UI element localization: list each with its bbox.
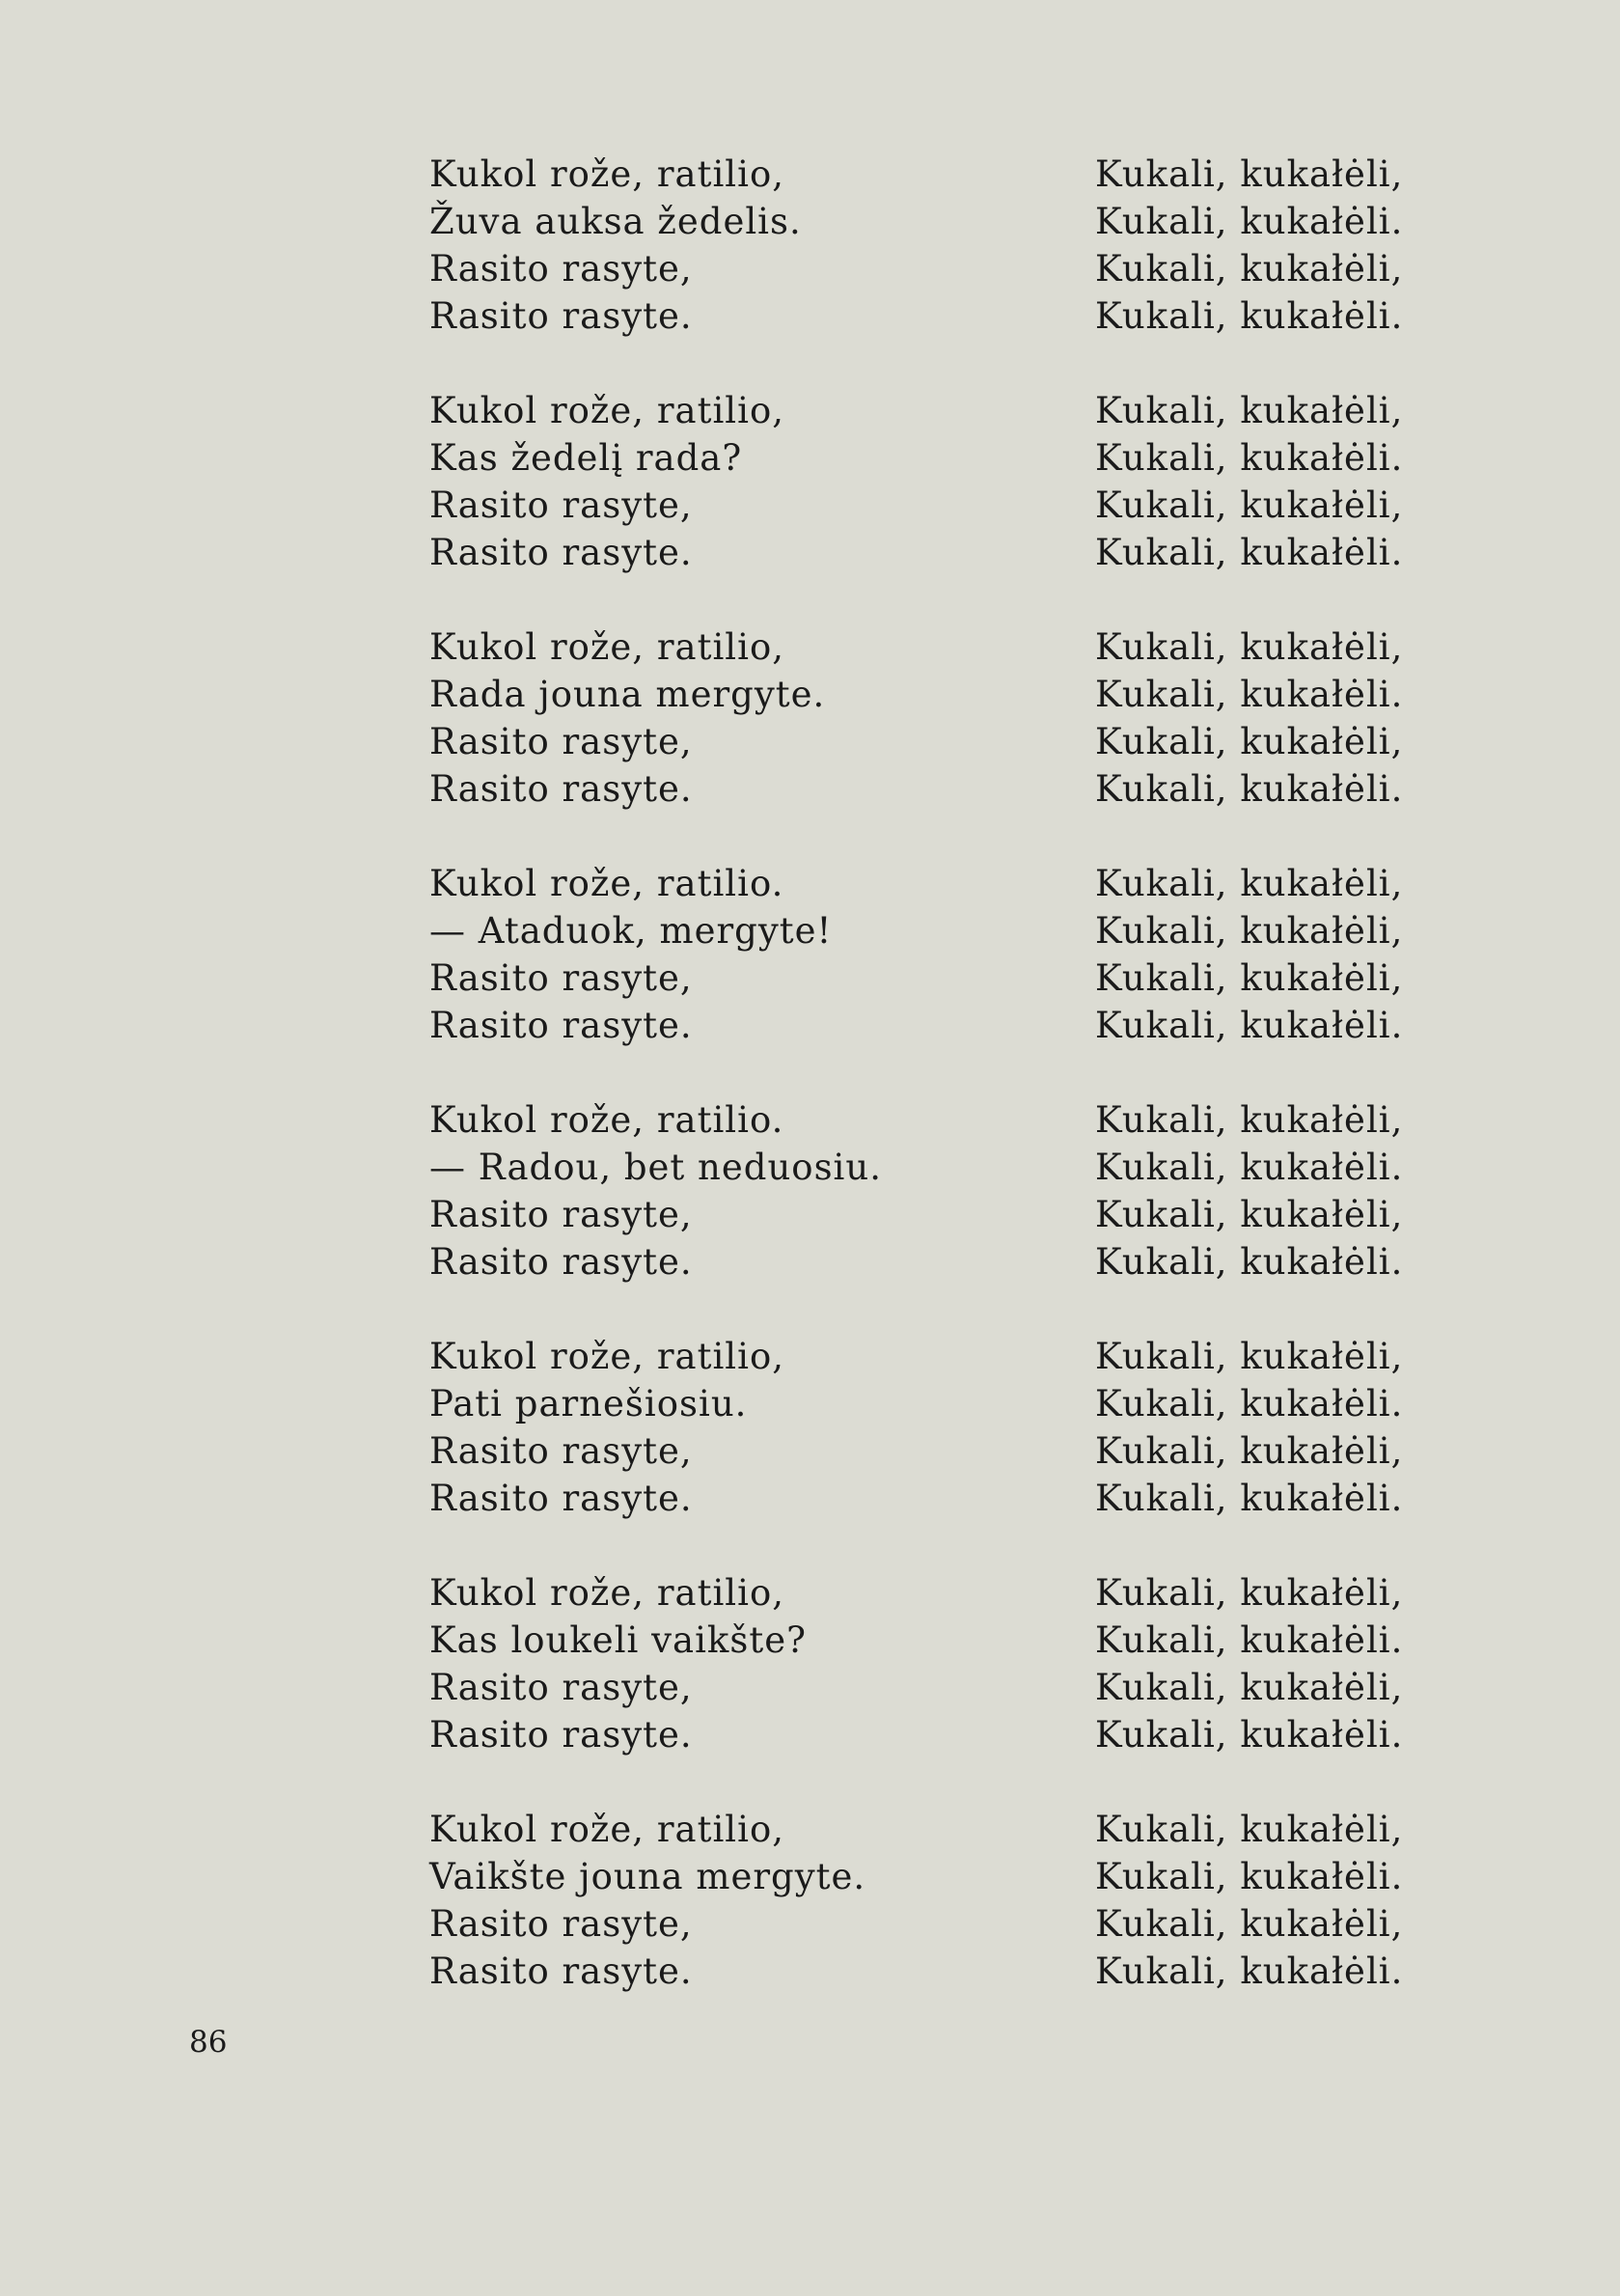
verse-line — [429, 482, 1433, 529]
refrain-text: Kukali, kukałėli. — [1095, 674, 1404, 715]
stanza-6 — [429, 1333, 1433, 1569]
refrain-text: Kukali, kukałėli. — [1095, 1478, 1404, 1519]
page-number: 86 — [189, 2025, 228, 2060]
verse-line — [429, 765, 1433, 813]
verse-text: Kukol rože, ratilio. — [429, 1099, 784, 1141]
verse-text: Rasito rasyte. — [429, 1005, 693, 1046]
verse-text: Kukol rože, ratilio, — [429, 1572, 784, 1614]
verse-text: Rasito rasyte. — [429, 1950, 693, 1992]
refrain-text: Kukali, kukałėli. — [1095, 295, 1404, 337]
verse-line — [429, 1380, 1433, 1427]
stanza-7 — [429, 1569, 1433, 1806]
verse-line — [429, 1806, 1433, 1853]
verse-text: Rasito rasyte, — [429, 1667, 693, 1708]
verse-text: Rasito rasyte, — [429, 1194, 693, 1235]
verse-line — [429, 387, 1433, 434]
refrain-text: Kukali, kukałėli. — [1095, 768, 1404, 810]
verse-line — [429, 198, 1433, 245]
refrain-text: Kukali, kukałėli, — [1095, 1903, 1404, 1945]
verse-line — [429, 1948, 1433, 1995]
verse-line — [429, 1617, 1433, 1664]
refrain-text: Kukali, kukałėli, — [1095, 1667, 1404, 1708]
verse-line — [429, 434, 1433, 482]
verse-line — [429, 245, 1433, 292]
refrain-text: Kukali, kukałėli. — [1095, 1147, 1404, 1188]
verse-line — [429, 907, 1433, 954]
refrain-text: Kukali, kukałėli. — [1095, 532, 1404, 573]
verse-text: Rasito rasyte. — [429, 768, 693, 810]
refrain-text: Kukali, kukałėli. — [1095, 437, 1404, 479]
verse-line — [429, 1664, 1433, 1711]
refrain-text: Kukali, kukałėli, — [1095, 1809, 1404, 1850]
verse-text: Rasito rasyte, — [429, 1430, 693, 1472]
verse-line — [429, 1711, 1433, 1758]
verse-text: Kukol rože, ratilio, — [429, 390, 784, 431]
refrain-text: Kukali, kukałėli, — [1095, 910, 1404, 952]
stanza-4 — [429, 860, 1433, 1096]
refrain-text: Kukali, kukałėli. — [1095, 1714, 1404, 1756]
verse-line — [429, 151, 1433, 198]
verse-line — [429, 671, 1433, 718]
verse-line — [429, 1475, 1433, 1522]
verse-text: Rasito rasyte, — [429, 1903, 693, 1945]
verse-text: Kukol rože, ratilio, — [429, 626, 784, 668]
stanza-2 — [429, 387, 1433, 623]
refrain-text: Kukali, kukałėli, — [1095, 1194, 1404, 1235]
refrain-text: Kukali, kukałėli, — [1095, 957, 1404, 999]
verse-text: — Ataduok, mergyte! — [429, 910, 833, 952]
refrain-text: Kukali, kukałėli. — [1095, 1950, 1404, 1992]
verse-line — [429, 1144, 1433, 1191]
verse-text: Kas loukeli vaikšte? — [429, 1619, 807, 1661]
verse-text: Rasito rasyte. — [429, 295, 693, 337]
verse-line — [429, 1333, 1433, 1380]
verse-line — [429, 718, 1433, 765]
verse-line — [429, 1853, 1433, 1900]
refrain-text: Kukali, kukałėli, — [1095, 1099, 1404, 1141]
verse-text: Pati parnešiosiu. — [429, 1383, 748, 1425]
verse-line — [429, 623, 1433, 671]
verse-text: Rasito rasyte, — [429, 721, 693, 762]
verse-text: Kukol rože, ratilio. — [429, 863, 784, 904]
refrain-text: Kukali, kukałėli, — [1095, 1336, 1404, 1377]
refrain-text: Kukali, kukałėli. — [1095, 1241, 1404, 1283]
refrain-text: Kukali, kukałėli, — [1095, 721, 1404, 762]
refrain-text: Kukali, kukałėli, — [1095, 153, 1404, 195]
refrain-text: Kukali, kukałėli. — [1095, 1856, 1404, 1897]
verse-line — [429, 1191, 1433, 1238]
verse-text: Kas žedelį rada? — [429, 437, 743, 479]
stanza-8 — [429, 1806, 1433, 2042]
verse-text: Rada jouna mergyte. — [429, 674, 826, 715]
refrain-text: Kukali, kukałėli, — [1095, 863, 1404, 904]
verse-text: Žuva auksa žedelis. — [429, 201, 802, 242]
stanza-5 — [429, 1096, 1433, 1333]
poem-text — [429, 151, 1433, 2042]
verse-text: Rasito rasyte. — [429, 1478, 693, 1519]
verse-text: Kukol rože, ratilio, — [429, 153, 784, 195]
verse-line — [429, 1002, 1433, 1049]
verse-line — [429, 1900, 1433, 1948]
refrain-text: Kukali, kukałėli. — [1095, 1005, 1404, 1046]
refrain-text: Kukali, kukałėli, — [1095, 1430, 1404, 1472]
stanza-3 — [429, 623, 1433, 860]
verse-line — [429, 1096, 1433, 1144]
refrain-text: Kukali, kukałėli. — [1095, 1619, 1404, 1661]
verse-text: Kukol rože, ratilio, — [429, 1809, 784, 1850]
refrain-text: Kukali, kukałėli, — [1095, 1572, 1404, 1614]
verse-line — [429, 1569, 1433, 1617]
verse-line — [429, 954, 1433, 1002]
verse-line — [429, 292, 1433, 340]
verse-text: Kukol rože, ratilio, — [429, 1336, 784, 1377]
refrain-text: Kukali, kukałėli, — [1095, 626, 1404, 668]
verse-text: Rasito rasyte. — [429, 532, 693, 573]
refrain-text: Kukali, kukałėli, — [1095, 248, 1404, 290]
verse-text: Vaikšte jouna mergyte. — [429, 1856, 866, 1897]
verse-text: Rasito rasyte. — [429, 1714, 693, 1756]
refrain-text: Kukali, kukałėli, — [1095, 390, 1404, 431]
refrain-text: Kukali, kukałėli. — [1095, 1383, 1404, 1425]
refrain-text: Kukali, kukałėli. — [1095, 201, 1404, 242]
verse-text: Rasito rasyte, — [429, 957, 693, 999]
verse-line — [429, 1427, 1433, 1475]
verse-text: Rasito rasyte. — [429, 1241, 693, 1283]
verse-line — [429, 860, 1433, 907]
refrain-text: Kukali, kukałėli, — [1095, 484, 1404, 526]
stanza-1 — [429, 151, 1433, 387]
verse-text: Rasito rasyte, — [429, 248, 693, 290]
verse-text: — Radou, bet neduosiu. — [429, 1147, 882, 1188]
verse-line — [429, 529, 1433, 576]
verse-line — [429, 1238, 1433, 1286]
verse-text: Rasito rasyte, — [429, 484, 693, 526]
